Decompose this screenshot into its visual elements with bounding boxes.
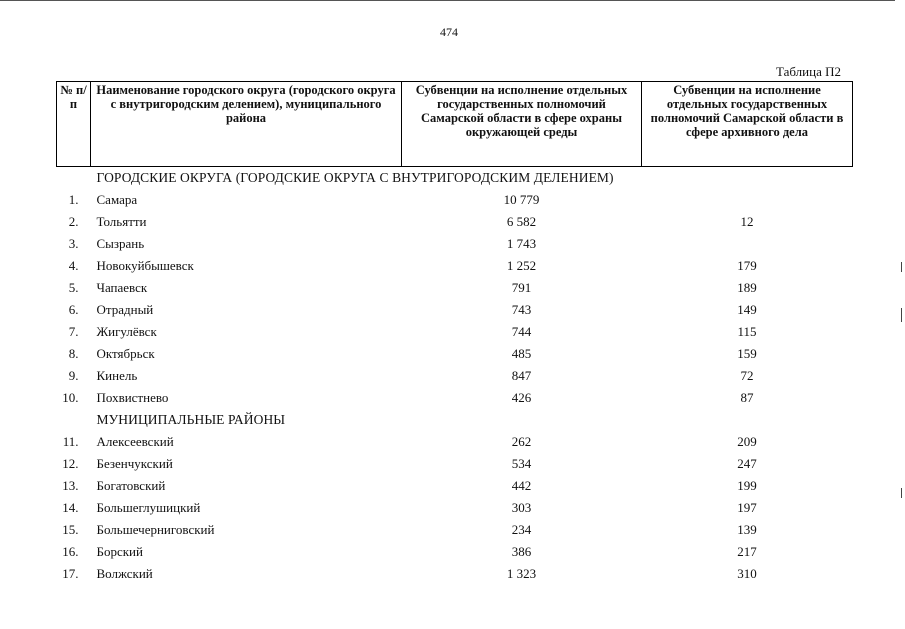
row-number: 10. <box>62 390 79 405</box>
row-env-value: 847 <box>511 368 532 383</box>
table-row <box>57 475 853 497</box>
section-title: МУНИЦИПАЛЬНЫЕ РАЙОНЫ <box>96 412 286 427</box>
table-row <box>57 431 853 453</box>
row-archive-value: 189 <box>737 280 757 295</box>
row-env-value: 1 323 <box>506 566 537 581</box>
row-archive-value <box>642 189 853 211</box>
row-number: 2. <box>68 214 79 229</box>
table-row <box>57 255 853 277</box>
header-row <box>57 82 853 167</box>
row-number: 9. <box>68 368 79 383</box>
row-env-value: 442 <box>511 478 532 493</box>
row-name: Кинель <box>96 368 138 383</box>
row-name: Тольятти <box>96 214 147 229</box>
scan-edge-mark <box>901 488 902 498</box>
table-header <box>57 82 853 167</box>
header-num: № п/п <box>57 82 91 167</box>
row-name: Самара <box>96 192 138 207</box>
row-number: 1. <box>68 192 79 207</box>
scan-edge-mark <box>901 308 902 322</box>
row-archive-value: 12 <box>740 214 754 229</box>
row-env-value: 303 <box>511 500 532 515</box>
row-number: 16. <box>62 544 79 559</box>
header-env-subsidies: Субвенции на исполнение отдельных государственных полномочий Самарской области в сфере охраны окружающей среды <box>402 82 642 167</box>
table-row <box>57 189 853 211</box>
row-name: Борский <box>96 544 143 559</box>
row-env-value: 386 <box>511 544 532 559</box>
row-name: Отрадный <box>96 302 154 317</box>
row-number: 13. <box>62 478 79 493</box>
table-row <box>57 497 853 519</box>
row-env-value: 262 <box>511 434 532 449</box>
row-number: 3. <box>68 236 79 251</box>
row-archive-value: 179 <box>737 258 757 273</box>
scan-edge-mark <box>901 262 902 272</box>
row-archive-value: 149 <box>737 302 757 317</box>
table-row <box>57 277 853 299</box>
row-number: 6. <box>68 302 79 317</box>
row-name: Богатовский <box>96 478 166 493</box>
row-number: 7. <box>68 324 79 339</box>
table-row <box>57 343 853 365</box>
row-number: 5. <box>68 280 79 295</box>
row-env-value: 791 <box>511 280 532 295</box>
section-title: ГОРОДСКИЕ ОКРУГА (ГОРОДСКИЕ ОКРУГА С ВНУТРИГОРОДСКИМ ДЕЛЕНИЕМ) <box>96 170 614 185</box>
row-name: Большечерниговский <box>96 522 215 537</box>
section-spacer <box>57 167 91 190</box>
table-row <box>57 563 853 585</box>
row-name: Похвистнево <box>96 390 169 405</box>
row-env-value: 534 <box>511 456 532 471</box>
row-env-value: 1 743 <box>506 236 537 251</box>
row-archive-value: 87 <box>740 390 754 405</box>
table-body <box>57 167 853 586</box>
table-row <box>57 211 853 233</box>
row-number: 14. <box>62 500 79 515</box>
row-name: Алексеевский <box>96 434 174 449</box>
row-number: 11. <box>62 434 79 449</box>
table-row <box>57 541 853 563</box>
row-archive-value: 115 <box>737 324 757 339</box>
row-archive-value: 310 <box>737 566 757 581</box>
section-row <box>57 167 853 190</box>
row-archive-value <box>642 233 853 255</box>
section-spacer <box>57 409 91 431</box>
table-row <box>57 321 853 343</box>
row-name: Безенчукский <box>96 456 173 471</box>
row-name: Волжский <box>96 566 153 581</box>
row-archive-value: 199 <box>737 478 757 493</box>
row-name: Жигулёвск <box>96 324 157 339</box>
row-archive-value: 197 <box>737 500 757 515</box>
row-name: Большеглушицкий <box>96 500 201 515</box>
table-row <box>57 299 853 321</box>
row-number: 17. <box>62 566 79 581</box>
page-number: 474 <box>440 25 458 39</box>
row-env-value: 426 <box>511 390 532 405</box>
row-number: 4. <box>68 258 79 273</box>
row-archive-value: 217 <box>737 544 757 559</box>
table-label: Таблица П2 <box>776 64 841 79</box>
row-archive-value: 209 <box>737 434 757 449</box>
row-name: Октябрьск <box>96 346 155 361</box>
row-number: 15. <box>62 522 79 537</box>
row-env-value: 234 <box>511 522 532 537</box>
row-archive-value: 72 <box>740 368 754 383</box>
row-env-value: 485 <box>511 346 532 361</box>
header-name: Наименование городского округа (городского округа с внутригородским делением), муниципального района <box>91 82 402 167</box>
table-row <box>57 365 853 387</box>
row-env-value: 743 <box>511 302 532 317</box>
row-env-value: 1 252 <box>506 258 537 273</box>
row-name: Сызрань <box>96 236 145 251</box>
row-name: Чапаевск <box>96 280 148 295</box>
table-row <box>57 233 853 255</box>
header-archive-subsidies: Субвенции на исполнение отдельных государственных полномочий Самарской области в сфере архивного дела <box>642 82 853 167</box>
table-row <box>57 519 853 541</box>
row-env-value: 6 582 <box>506 214 537 229</box>
row-number: 12. <box>62 456 79 471</box>
row-name: Новокуйбышевск <box>96 258 194 273</box>
row-archive-value: 139 <box>737 522 757 537</box>
table-row <box>57 453 853 475</box>
row-env-value: 10 779 <box>503 192 540 207</box>
top-rule <box>0 0 895 1</box>
section-row <box>57 409 853 431</box>
row-number: 8. <box>68 346 79 361</box>
row-archive-value: 247 <box>737 456 757 471</box>
subsidies-table <box>56 81 853 585</box>
row-archive-value: 159 <box>737 346 757 361</box>
table-row <box>57 387 853 409</box>
row-env-value: 744 <box>511 324 532 339</box>
